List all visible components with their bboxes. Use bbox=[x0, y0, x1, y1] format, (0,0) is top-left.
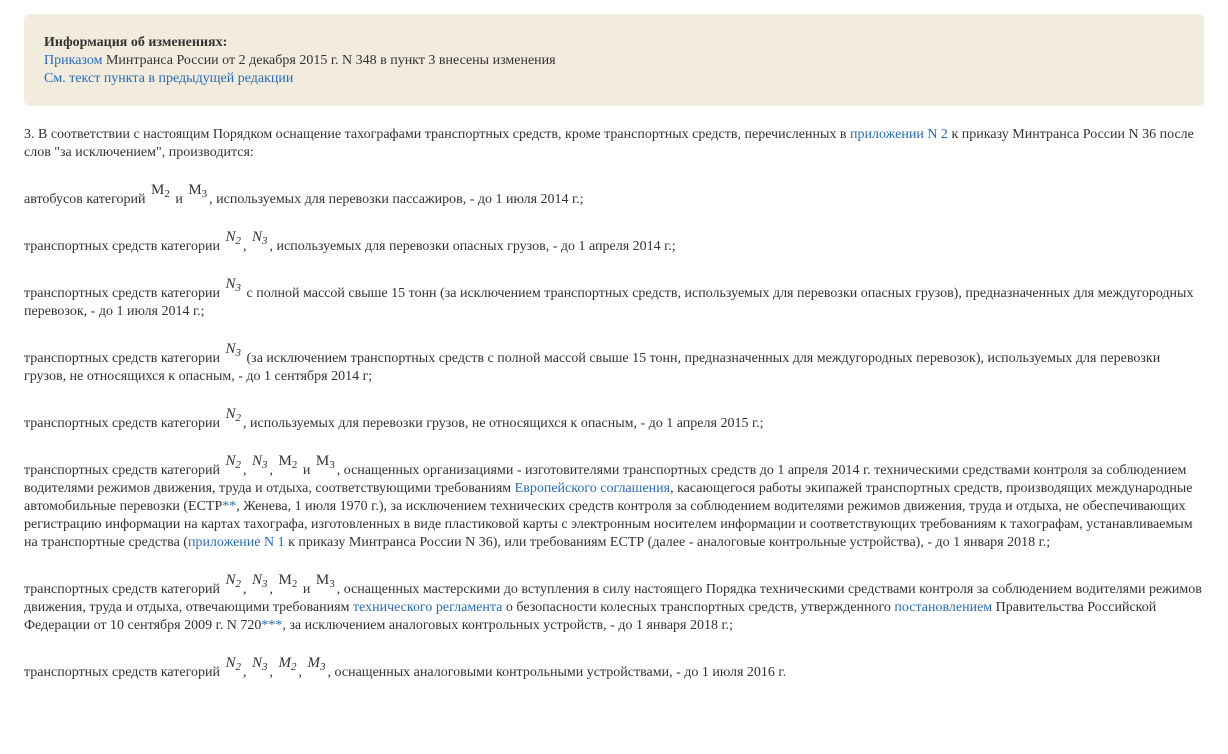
category-symbol: $N_2$ bbox=[225, 572, 242, 590]
category-symbol: $M_3$ bbox=[315, 453, 335, 471]
category-symbol: $M_2$ bbox=[278, 453, 298, 471]
european-agreement-link[interactable]: Европейского соглашения bbox=[514, 481, 671, 496]
category-symbol: $M_3$ bbox=[188, 182, 208, 200]
category-symbol: $N_2$ bbox=[225, 229, 242, 247]
category-symbol: $M_3$ bbox=[315, 572, 335, 590]
change-info-title: Информация об изменениях: bbox=[44, 35, 228, 50]
order-link[interactable]: Приказом bbox=[44, 53, 103, 68]
category-symbol: $N_3$ bbox=[225, 341, 242, 359]
appendix-2-link[interactable]: приложении N 2 bbox=[850, 127, 948, 142]
list-item: транспортных средств категории $N_3$ с полной массой свыше 15 тонн (за исключением транспортных средств, используемых для перевозки опасных грузов), предназначенных для междугородных перевозок, - до 1 июля 2014 г.; bbox=[24, 276, 1194, 319]
resolution-link[interactable]: постановлением bbox=[894, 600, 993, 615]
category-symbol: $N_2$ bbox=[225, 406, 242, 424]
category-symbol: $M_3$ bbox=[307, 655, 326, 673]
category-symbol: $M_2$ bbox=[150, 182, 170, 200]
footnote-link[interactable]: *** bbox=[261, 618, 283, 633]
list-item: транспортных средств категории $N_2$ , $N_3$ , используемых для перевозки опасных грузов, - до 1 апреля 2014 г.; bbox=[24, 229, 676, 254]
category-symbol: $M_2$ bbox=[278, 655, 297, 673]
previous-edition-link[interactable]: См. текст пункта в предыдущей редакции bbox=[44, 71, 294, 86]
category-symbol: $N_3$ bbox=[252, 572, 268, 590]
change-info-text: Минтранса России от 2 декабря 2015 г. N 348 в пункт 3 внесены изменения bbox=[102, 53, 556, 68]
category-symbol: $M_2$ bbox=[278, 572, 298, 590]
category-symbol: $N_2$ bbox=[225, 655, 242, 673]
list-item: транспортных средств категорий $N_2$ , $N_3$ , $M_2$ и $M_3$ , оснащенных мастерскими до вступления в силу настоящего Порядка техническими средствами контроля за соблюдением водителями режимов движения, труда и отдыха, отвечающими требованиям технического регламента о безопасности колесных транспортных средств, утвержденного постановлением Правительства Российской Федерации от 10 сентября 2009 г. N 720***, за исключением аналоговых контрольных устройств, - до 1 января 2018 г.; bbox=[24, 572, 1202, 633]
category-symbol: $N_3$ bbox=[252, 229, 268, 247]
document-content bbox=[24, 126, 1204, 710]
change-info-line2 bbox=[44, 70, 1204, 88]
category-symbol: $N_2$ bbox=[225, 453, 242, 471]
list-item: автобусов категорий $M_2$ и $M_3$ , используемых для перевозки пассажиров, - до 1 июля 2014 г.; bbox=[24, 182, 584, 207]
list-item: транспортных средств категории $N_2$ , используемых для перевозки грузов, не относящихся к опасным, - до 1 апреля 2015 г.; bbox=[24, 406, 764, 431]
list-item: транспортных средств категорий $N_2$ , $N_3$ , $M_2$ и $M_3$ , оснащенных организациями - изготовителями транспортных средств до 1 апреля 2014 г. техническими средствами контроля за соблюдением водителями режимов движения, труда и отдыха, соответствующими требованиям Европейского соглашения, касающегося работы экипажей транспортных средств, производящих международные автомобильные перевозки (ЕСТР**, Женева, 1 июля 1970 г.), за исключением технических средств контроля за соблюдением водителями режимов движения, труда и отдыха, не обеспечивающих регистрацию информации на картах тахографа, изготовленных в виде пластиковой карты с электронным носителем информации и соответствующих требованиям к тахографам, устанавливаемым на транспортные средства (приложение N 1 к приказу Минтранса России N 36), или требованиям ЕСТР (далее - аналоговые контрольные устройства), - до 1 января 2018 г.; bbox=[24, 453, 1193, 550]
category-symbol: $N_3$ bbox=[225, 276, 242, 294]
category-symbol: $N_3$ bbox=[252, 655, 268, 673]
list-item: транспортных средств категорий $N_2$ , $N_3$ , $M_2$ , $M_3$ , оснащенных аналоговыми контрольными устройствами, - до 1 июля 2016 г. bbox=[24, 655, 787, 680]
list-item: транспортных средств категории $N_3$ (за исключением транспортных средств с полной массой свыше 15 тонн, предназначенных для междугородных перевозок), используемых для перевозки грузов, не относящихся к опасным, - до 1 сентября 2014 г; bbox=[24, 341, 1161, 384]
paragraph-intro: 3. В соответствии с настоящим Порядком оснащение тахографами транспортных средств, кроме транспортных средств, перечисленных в приложении N 2 к приказу Минтранса России N 36 после слов "за исключением", производится: bbox=[24, 127, 1194, 160]
appendix-1-link[interactable]: приложение N 1 bbox=[187, 535, 285, 550]
change-info-line1 bbox=[44, 52, 1204, 70]
technical-regulation-link[interactable]: технического регламента bbox=[352, 600, 503, 615]
category-symbol: $N_3$ bbox=[252, 453, 268, 471]
change-info-box bbox=[24, 14, 1204, 106]
footnote-link[interactable]: ** bbox=[222, 499, 237, 514]
